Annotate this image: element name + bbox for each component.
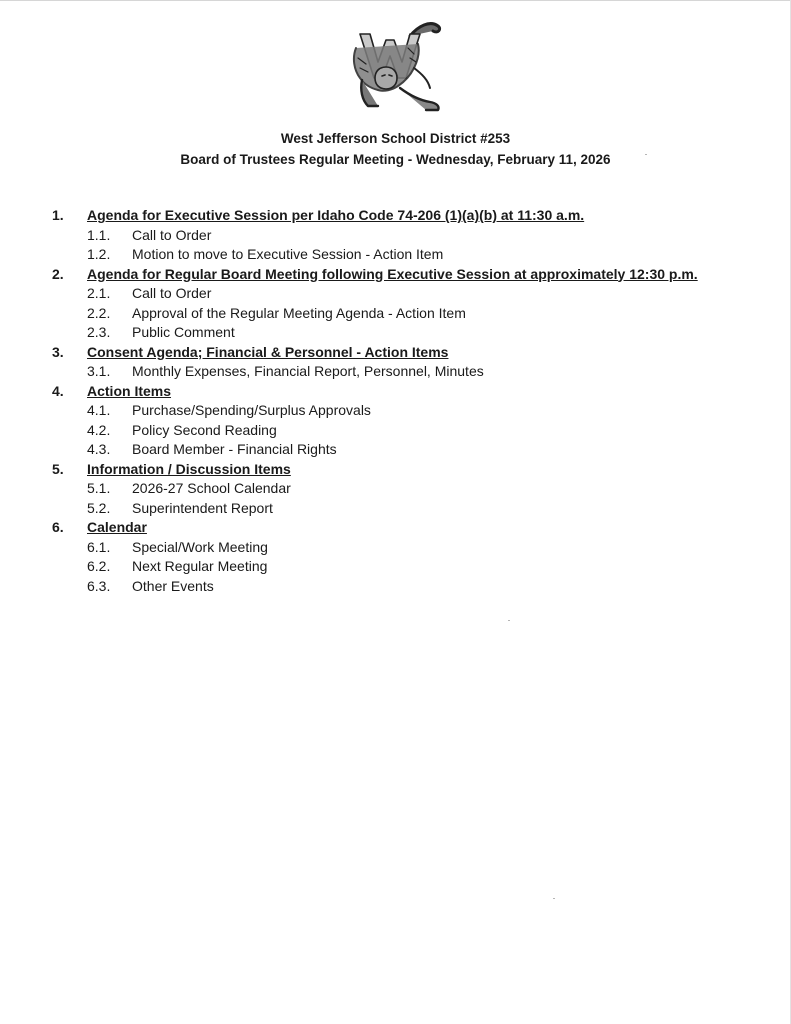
item-text: Monthly Expenses, Financial Report, Personnel, Minutes	[132, 363, 484, 379]
item-number: 1.1.	[87, 226, 111, 243]
item-text: Motion to move to Executive Session - Action Item	[132, 246, 444, 262]
district-name: West Jefferson School District #253	[280, 131, 511, 146]
item-text: 2026-27 School Calendar	[132, 480, 291, 496]
item-number: 5.1.	[87, 480, 111, 496]
item-text: Board Member - Financial Rights	[132, 441, 337, 457]
agenda-item	[0, 303, 791, 323]
item-text: Special/Work Meeting	[132, 538, 268, 555]
agenda-section	[0, 205, 791, 225]
agenda-item	[0, 556, 791, 576]
item-number: 2.1.	[87, 285, 111, 301]
agenda-section	[0, 264, 791, 284]
agenda-item	[0, 283, 791, 303]
item-text: Purchase/Spending/Surplus Approvals	[132, 402, 371, 418]
agenda-item	[0, 537, 791, 557]
school-mascot-logo-icon	[348, 18, 444, 112]
agenda-section	[0, 381, 791, 401]
section-number: 3.	[52, 343, 64, 360]
scan-speck	[553, 898, 555, 899]
scan-speck	[645, 154, 647, 155]
section-title: Calendar	[87, 519, 147, 535]
agenda-item	[0, 322, 791, 342]
item-number: 6.3.	[87, 577, 111, 594]
item-number: 5.2.	[87, 499, 111, 516]
item-number: 4.2.	[87, 421, 111, 438]
section-number: 4.	[52, 382, 64, 399]
section-number: 6.	[52, 519, 64, 535]
item-text: Next Regular Meeting	[132, 558, 268, 574]
item-number: 6.1.	[87, 538, 111, 555]
item-number: 2.3.	[87, 324, 111, 340]
section-title: Agenda for Executive Session per Idaho Code 74-206 (1)(a)(b) at 11:30 a.m.	[87, 207, 585, 223]
item-number: 3.1.	[87, 363, 111, 379]
item-text: Policy Second Reading	[132, 421, 277, 438]
section-number: 5.	[52, 460, 64, 477]
item-text: Public Comment	[132, 324, 235, 340]
agenda-section	[0, 342, 791, 362]
agenda-item	[0, 361, 791, 381]
agenda-section	[0, 517, 791, 537]
document-header	[0, 128, 791, 170]
agenda-item	[0, 498, 791, 518]
section-title: Action Items	[87, 382, 172, 399]
agenda-item	[0, 244, 791, 264]
agenda-item	[0, 478, 791, 498]
item-text: Call to Order	[132, 285, 212, 301]
agenda-item	[0, 420, 791, 440]
meeting-title: Board of Trustees Regular Meeting - Wednesday, February 11, 2026	[180, 152, 611, 167]
agenda-list	[0, 205, 791, 595]
section-title: Consent Agenda; Financial & Personnel - Action Items	[87, 343, 449, 360]
section-title: Agenda for Regular Board Meeting following Executive Session at approximately 12:30 p.m.	[87, 265, 698, 282]
item-text: Superintendent Report	[132, 499, 273, 516]
agenda-section	[0, 459, 791, 479]
item-number: 1.2.	[87, 246, 111, 262]
item-text: Other Events	[132, 577, 214, 594]
section-number: 2.	[52, 265, 64, 282]
agenda-item	[0, 576, 791, 596]
item-text: Approval of the Regular Meeting Agenda - Action Item	[132, 304, 466, 321]
agenda-item	[0, 400, 791, 420]
item-number: 6.2.	[87, 558, 111, 574]
agenda-item	[0, 439, 791, 459]
section-title: Information / Discussion Items	[87, 460, 291, 477]
item-number: 4.1.	[87, 402, 111, 418]
scan-speck	[508, 620, 510, 621]
item-text: Call to Order	[132, 226, 212, 243]
section-number: 1.	[52, 207, 64, 223]
scan-edge-top	[0, 0, 791, 1]
item-number: 4.3.	[87, 441, 111, 457]
item-number: 2.2.	[87, 304, 111, 321]
agenda-item	[0, 225, 791, 245]
